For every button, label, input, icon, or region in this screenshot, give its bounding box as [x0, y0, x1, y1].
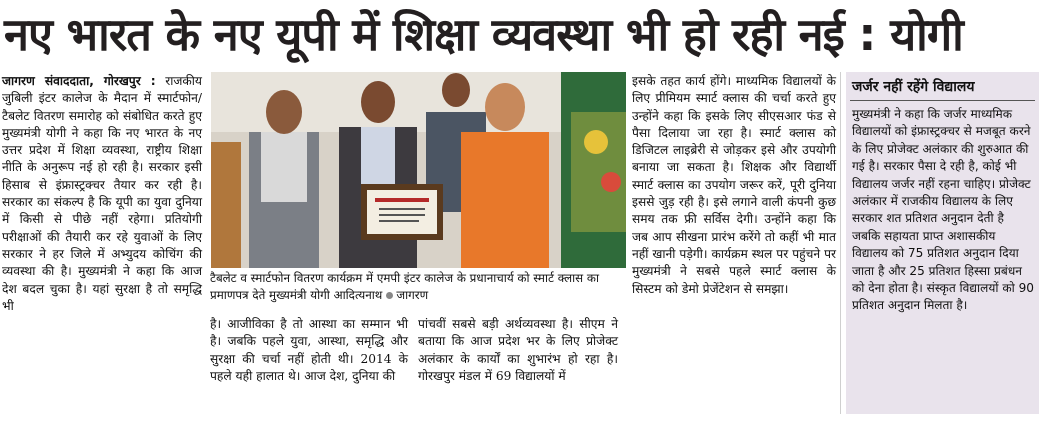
news-photo — [211, 72, 626, 268]
sidebar-divider — [850, 100, 1035, 101]
sidebar-body — [852, 106, 1034, 315]
article-column-3 — [418, 316, 618, 385]
column-1-text: राजकीय जुबिली इंटर कालेज के मैदान में स्मार्टफोन/टैबलेट वितरण समारोह को संबोधित करते हुए मुख्यमंत्री योगी ने कहा कि नए भारत के नए उत्तर प्रदेश में शिक्षा व्यवस्था, राष्ट्रीय शिक्षा नीति के अनुरूप नई हो रही है। सरकार इसी हिसाब से इंफ्रास्ट्रक्चर तैयार कर रही है। सरकार का संकल्प है कि यूपी का युवा दुनिया में किसी से पीछे नहीं रहेगा। प्रतियोगी परीक्षाओं की तैयारी कर रहे युवाओं के लिए सरकार ने हर जिले में अभ्युदय कोचिंग की व्यवस्था की है। मुख्यमंत्री ने कहा कि आज देश बदल चुका है। यहां सुरक्षा है तो समृद्धि भी — [2, 74, 202, 313]
sidebar-text: मुख्यमंत्री ने कहा कि जर्जर माध्यमिक विद्यालयों को इंफ्रास्ट्रक्चर से मजबूत करने के लिए प्रोजेक्ट अलंकार की शुरुआत की गई है। सरकार पैसा दे रही है, कोई भी विद्यालय जर्जर नहीं रहना चाहिए। प्रोजेक्ट अलंकार में राजकीय विद्यालय के लिए सरकार शत प्रतिशत अनुदान देती है जबकि सहायता प्राप्त अशासकीय विद्यालय को 75 प्रतिशत अनुदान दिया जाता है और 25 प्रतिशत हिस्सा प्रबंधन को देना होता है। संस्कृत विद्यालयों को 90 प्रतिशत अनुदान मिलता है। — [852, 107, 1035, 313]
credit-dot-icon — [386, 292, 393, 299]
photo-credit: जागरण — [396, 287, 429, 302]
headline: नए भारत के नए यूपी में शिक्षा व्यवस्था भी हो रही नई : योगी — [4, 8, 963, 61]
column-divider — [840, 72, 841, 414]
sidebar-box — [846, 72, 1039, 414]
sidebar-title: जर्जर नहीं रहेंगे विद्यालय — [852, 79, 975, 95]
article-column-4 — [632, 73, 836, 298]
article-column-1 — [2, 73, 202, 315]
event-photo-image — [211, 72, 626, 268]
article-column-2 — [210, 316, 408, 385]
column-3-text: पांचवीं सबसे बड़ी अर्थव्यवस्था है। सीएम ने बताया कि आज प्रदेश भर के लिए प्रोजेक्ट अलंकार के कार्यों का शुभारंभ हो रहा है। गोरखपुर मंडल में 69 विद्यालयों में — [418, 317, 618, 383]
caption-text: टैबलेट व स्मार्टफोन वितरण कार्यक्रम में एमपी इंटर कालेज के प्रधानाचार्य को स्मार्ट क्लास का प्रमाणपत्र देते मुख्यमंत्री योगी आदित्यनाथ — [210, 271, 600, 302]
dateline: जागरण संवाददाता, गोरखपुर : — [2, 74, 156, 88]
column-4-text: इसके तहत कार्य होंगे। माध्यमिक विद्यालयों के लिए प्रीमियम स्मार्ट क्लास की चर्चा करते हुए उन्होंने कहा कि इसके लिए सीएसआर फंड से पैसा दिलाया जा रहा है। स्मार्ट क्लास को डिजिटल लाइब्रेरी से जोड़कर इसे और उपयोगी बनाया जा सकता है। शिक्षक और विद्यार्थी स्मार्ट क्लास का उपयोग जरूर करें, पूरी दुनिया इससे जुड़ रही है। इसे लगाने वाली कंपनी कुछ समय तक फ्री सर्विस देगी। उन्होंने कहा कि जब आप सीखना प्रारंभ करेंगे तो कहीं भी मात नहीं खानी पड़ेगी। कार्यक्रम स्थल पर पहुंचने पर मुख्यमंत्री ने सबसे पहले स्मार्ट क्लास के सिस्टम को डेमो प्रेजेंटेशन से समझा। — [632, 74, 836, 296]
photo-caption — [210, 270, 626, 303]
column-2-text: है। आजीविका है तो आस्था का सम्मान भी है। जबकि पहले युवा, आस्था, समृद्धि और सुरक्षा की चर्चा नहीं होती थी। 2014 के पहले यही हालात थे। आज देश, दुनिया की — [210, 317, 408, 383]
